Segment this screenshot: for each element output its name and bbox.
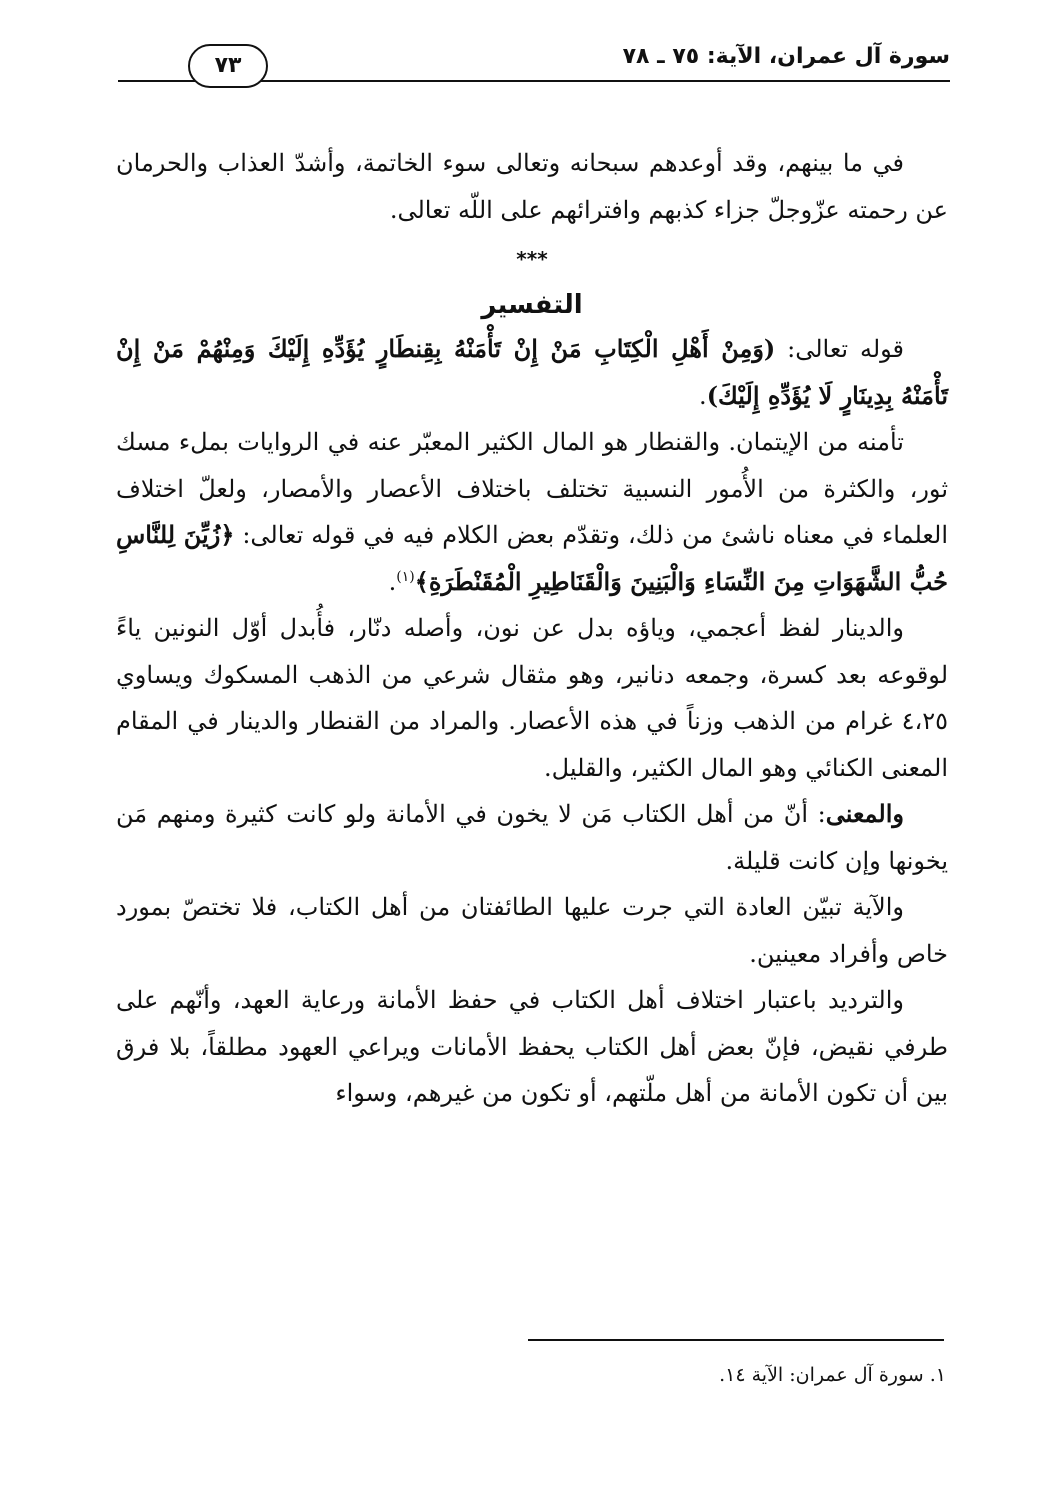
verse-text: (وَمِنْ أَهْلِ الْكِتَابِ مَنْ إِنْ تَأْمَنْهُ بِقِنطَارٍ يُؤَدِّهِ إِلَيْكَ وَمِنْهُمْ مَنْ إِنْ تَأْمَنْهُ بِدِينَارٍ لَا يُؤَدِّهِ إِلَيْكَ) — [116, 334, 948, 410]
running-title: سورة آل عمران، الآية: ٧٥ ـ ٧٨ — [622, 44, 950, 69]
quote-verse: ﴿زُيِّنَ لِلنَّاسِ حُبُّ الشَّهَوَاتِ مِنَ النِّسَاءِ وَالْبَنِينَ وَالْقَنَاطِيرِ الْمُقَنْطَرَةِ﴾ — [116, 520, 948, 596]
footnote-rule — [528, 1339, 944, 1341]
verse-lead: قوله تعالى: — [775, 335, 905, 363]
paragraph-meaning — [116, 791, 948, 884]
page-number: ٧٣ — [188, 44, 268, 88]
section-heading: التفسير — [481, 289, 583, 320]
paragraph-qintar — [116, 419, 948, 605]
paragraph-ayah: والآية تبيّن العادة التي جرت عليها الطائفتان من أهل الكتاب، فلا تختصّ بمورد خاص وأفراد معينين. — [116, 893, 948, 968]
page-header — [118, 40, 950, 82]
footnote-marker: (١) — [396, 568, 415, 585]
meaning-text: : أنّ من أهل الكتاب مَن لا يخون في الأمانة ولو كانت كثيرة ومنهم مَن يخونها وإن كانت قليلة. — [116, 800, 948, 875]
paragraph-verse — [116, 326, 948, 419]
section-separator: *** — [516, 247, 548, 271]
quote-end: . — [388, 567, 397, 596]
paragraph-intro: في ما بينهم، وقد أوعدهم سبحانه وتعالى سوء الخاتمة، وأشدّ العذاب والحرمان عن رحمته عزّوجلّ جزاء كذبهم وافترائهم على اللّه تعالى. — [116, 149, 948, 224]
paragraph-dinar: والدينار لفظ أعجمي، وياؤه بدل عن نون، وأصله دنّار، فأُبدل أوّل النونين ياءً لوقوعه بعد كسرة، وجمعه دنانير، وهو مثقال شرعي من الذهب المسكوك ويساوي ٤،٢٥ غرام من الذهب وزناً في هذه الأعصار. والمراد من القنطار والدينار في المقام المعنى الكنائي وهو المال الكثير، والقليل. — [116, 614, 948, 782]
body-text — [116, 140, 948, 1117]
paragraph-tardid: والترديد باعتبار اختلاف أهل الكتاب في حفظ الأمانة ورعاية العهد، وأنّهم على طرفي نقيض، فإنّ بعض أهل الكتاب يحفظ الأمانات ويراعي العهود مطلقاً، بلا فرق بين أن تكون الأمانة من أهل ملّتهم، أو تكون من غيرهم، وسواء — [116, 986, 948, 1107]
qintar-text: تأمنه من الإيتمان. والقنطار هو المال الكثير المعبّر عنه في الروايات بملء مسك ثور، والكثرة من الأُمور النسبية تختلف باختلاف الأعصار والأمصار، ولعلّ اختلاف العلماء في معناه ناشئ من ذلك، وتقدّم بعض الكلام فيه في قوله تعالى: — [116, 428, 948, 549]
meaning-label: والمعنى — [825, 799, 904, 828]
footnote: ١. سورة آل عمران: الآية ١٤. — [719, 1364, 946, 1386]
verse-end: . — [699, 381, 707, 410]
